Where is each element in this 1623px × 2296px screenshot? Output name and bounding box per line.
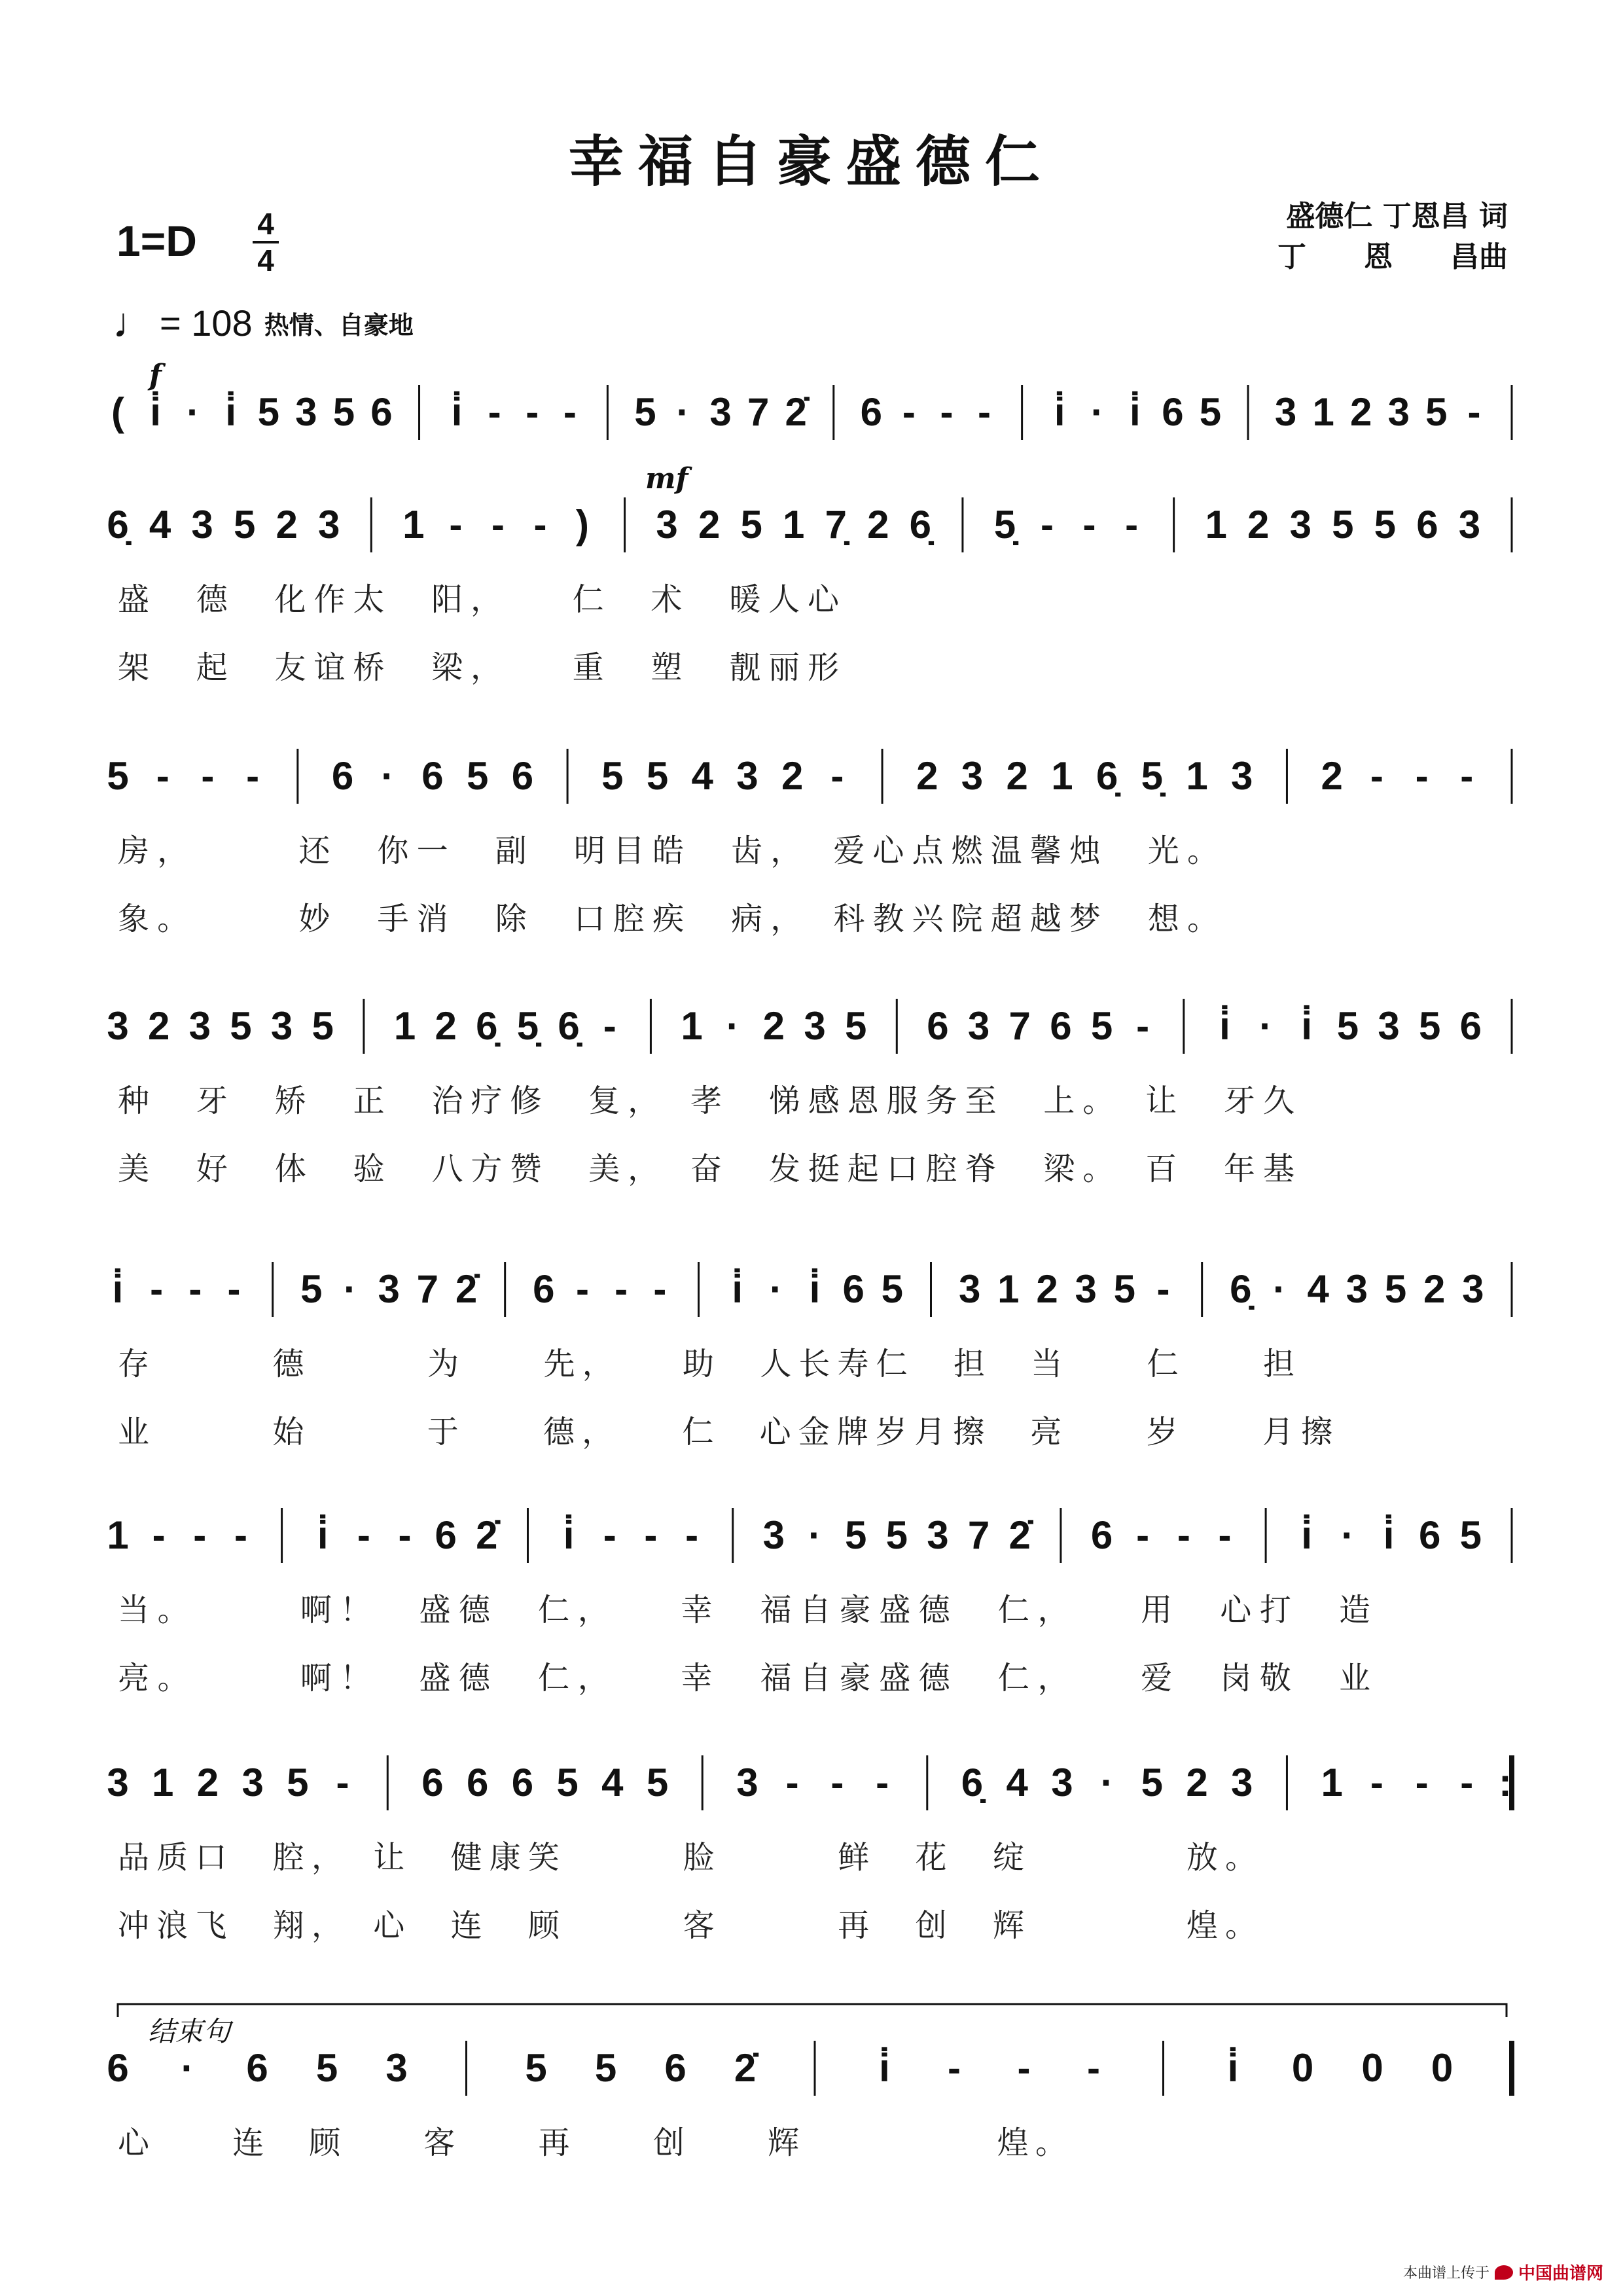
score-note: ·	[381, 754, 395, 798]
score-note: 6	[664, 2046, 687, 2090]
score-note: -	[533, 503, 547, 547]
score-note: 3	[736, 1761, 758, 1804]
score-note: -	[1415, 1761, 1429, 1804]
score-note: 2	[762, 1004, 785, 1048]
score-note: -	[603, 1004, 616, 1048]
score-note: 3	[270, 1004, 293, 1048]
score-note: 6̣	[558, 1004, 580, 1048]
score-note: -	[1041, 503, 1054, 547]
score-note: 2̇	[785, 390, 807, 434]
score-note: i̇	[563, 1513, 575, 1557]
score-note: 0	[1361, 2046, 1383, 2090]
score-note: -	[1460, 754, 1474, 798]
dynamic-forte: f	[149, 359, 162, 392]
score-note: 6	[331, 754, 354, 798]
score-note: 5	[315, 2046, 338, 2090]
score-note: 5̣	[993, 503, 1016, 547]
score-note: i̇	[225, 390, 237, 434]
score-note: -	[653, 1267, 667, 1311]
score-note: 6̣	[961, 1761, 984, 1804]
score-note: 3	[1378, 1004, 1400, 1048]
score-note: 3	[1458, 503, 1481, 547]
score-note: ·	[808, 1513, 821, 1557]
score-note: 6̣	[1230, 1267, 1252, 1311]
score-note: 5	[1419, 1004, 1441, 1048]
score-note: 7	[747, 390, 770, 434]
score-note: 5	[257, 390, 279, 434]
score-note: 7	[416, 1267, 439, 1311]
score-note: -	[1415, 754, 1429, 798]
score-note: 1	[1312, 390, 1334, 434]
score-row	[107, 1755, 1512, 1944]
score-note: 2	[1006, 754, 1028, 798]
score-note: 2	[781, 754, 804, 798]
score-note: 3	[709, 390, 732, 434]
score-note: 1	[1321, 1761, 1343, 1804]
score-note: 5	[740, 503, 762, 547]
score-note: 6	[842, 1267, 865, 1311]
score-note: 5	[1374, 503, 1397, 547]
score-note: -	[398, 1513, 412, 1557]
score-note: 2	[196, 1761, 219, 1804]
score-note: 6	[421, 1761, 444, 1804]
score-note: 1	[152, 1761, 174, 1804]
score-note: 3	[107, 1761, 129, 1804]
score-note: 5	[466, 754, 489, 798]
score-note: -	[685, 1513, 699, 1557]
lyric-line: 美 好 体 验 八方赞 美， 奋 发挺起口腔脊 梁。 百 年基	[118, 1151, 1294, 1187]
score-note: 4	[149, 503, 171, 547]
upload-text: 本曲谱上传于	[1402, 2265, 1489, 2282]
score-note: i̇	[1054, 390, 1065, 434]
lyric-line: 亮。 啊！ 盛德 仁， 幸 福自豪盛德 仁， 爱 岗敬 业	[118, 1660, 1370, 1696]
score-note: -	[830, 754, 844, 798]
score-note: ·	[1259, 1004, 1273, 1048]
score-note: -	[234, 1513, 247, 1557]
score-row	[107, 1508, 1512, 1696]
score-note: 4	[691, 754, 713, 798]
score-note: 1	[393, 1004, 416, 1048]
score-note: -	[1177, 1513, 1190, 1557]
score-note: -	[1087, 2046, 1100, 2090]
score-note: -	[978, 390, 991, 434]
score-note: -	[785, 1761, 799, 1804]
score-note: -	[603, 1513, 616, 1557]
score-note: 6	[533, 1267, 555, 1311]
score-note: 5	[107, 754, 129, 798]
score-note: 5	[844, 1004, 867, 1048]
score-note: i̇	[1219, 1004, 1230, 1048]
score-note: i̇	[1129, 390, 1141, 434]
score-note: 3	[1231, 1761, 1253, 1804]
score-note: -	[1125, 503, 1139, 547]
score-note: 3	[1051, 1761, 1073, 1804]
score-note: ·	[769, 1267, 783, 1311]
score-note: -	[1017, 2046, 1031, 2090]
score-note: 5	[1141, 1761, 1164, 1804]
score-note: 1	[997, 1267, 1020, 1311]
score-note: -	[357, 1513, 370, 1557]
score-note: 6̣	[1096, 754, 1118, 798]
score-note: -	[188, 1267, 202, 1311]
score-note: -	[1082, 503, 1096, 547]
score-note: 6	[466, 1761, 489, 1804]
notation-rows	[107, 385, 1512, 2161]
score-row	[107, 497, 1512, 686]
score-note: 6	[107, 2046, 129, 2090]
score-note: -	[876, 1761, 889, 1804]
time-signature-top: 4	[257, 207, 274, 241]
score-note: 3	[961, 754, 984, 798]
score-note: 5	[601, 754, 624, 798]
score-note: 6̣	[107, 503, 129, 547]
score-note: 3	[241, 1761, 264, 1804]
score-note: 3	[927, 1513, 949, 1557]
score-note: 5	[1113, 1267, 1136, 1311]
score-note: -	[1370, 1761, 1383, 1804]
score-note: 2	[1247, 503, 1270, 547]
score-note: 6	[1090, 1513, 1113, 1557]
score-note: 3	[762, 1513, 785, 1557]
score-note: 3	[1274, 390, 1297, 434]
score-note: 3	[804, 1004, 826, 1048]
score-note: 2	[1036, 1267, 1058, 1311]
score-note: 7	[967, 1513, 990, 1557]
lyric-line: 业 始 于 德， 仁 心金牌岁月擦 亮 岁 月擦	[118, 1414, 1332, 1450]
score-row	[107, 749, 1512, 937]
score-note: 5̣	[516, 1004, 539, 1048]
score-note: 2	[867, 503, 889, 547]
score-note: i̇	[1383, 1513, 1395, 1557]
score-note: -	[644, 1513, 658, 1557]
composer-credit: 丁 恩 昌曲	[1277, 240, 1508, 274]
score-note: -	[150, 1267, 164, 1311]
score-note: 5	[233, 503, 256, 547]
score-note: i̇	[317, 1513, 329, 1557]
score-note: -	[830, 1761, 844, 1804]
score-note: 5	[556, 1761, 579, 1804]
score-note: 4	[601, 1761, 624, 1804]
score-note: 2	[1186, 1761, 1208, 1804]
score-note: -	[563, 390, 577, 434]
score-note: 3	[736, 754, 758, 798]
score-note: i̇	[112, 1267, 124, 1311]
score-note: 5	[1199, 390, 1222, 434]
site-logo-icon	[1495, 2265, 1513, 2280]
score-note: ·	[1100, 1761, 1114, 1804]
score-note: -	[449, 503, 463, 547]
score-note: ·	[187, 390, 200, 434]
score-note: -	[1467, 390, 1481, 434]
score-note: ·	[676, 390, 690, 434]
score-note: ·	[1341, 1513, 1355, 1557]
score-note: 2	[435, 1004, 457, 1048]
score-note: i̇	[1301, 1513, 1313, 1557]
score-note: 3	[1075, 1267, 1097, 1311]
score-note: 3	[318, 503, 340, 547]
lyric-line: 冲浪飞 翔， 心 连 顾 客 再 创 辉 煌。	[118, 1907, 1257, 1944]
site-name: 中国曲谱网	[1518, 2264, 1603, 2284]
quarter-note-icon: ♩	[113, 299, 154, 346]
score-note: 5̣	[1141, 754, 1164, 798]
score-note: 6	[1419, 1513, 1441, 1557]
lyric-line: 品质口 腔， 让 健康笑 脸 鲜 花 绽 放。	[118, 1839, 1257, 1876]
score-note: i̇	[732, 1267, 743, 1311]
score-note: -	[491, 503, 505, 547]
lyric-line: 存 德 为 先， 助 人长寿仁 担 当 仁 担	[118, 1346, 1294, 1382]
score-note: 5	[1384, 1267, 1407, 1311]
score-note: -	[152, 1513, 166, 1557]
score-note: -	[336, 1761, 349, 1804]
score-note: 1	[1205, 503, 1227, 547]
score-note: 2	[1350, 390, 1372, 434]
lyric-line: 种 牙 矫 正 治疗修 复， 孝 悌感恩服务至 上。 让 牙久	[118, 1083, 1294, 1119]
score-note: -	[201, 754, 215, 798]
score-note: 5	[881, 1267, 904, 1311]
score-note: -	[948, 2046, 961, 2090]
score-note: 5	[1459, 1513, 1482, 1557]
score-note: 5	[300, 1267, 323, 1311]
score-note: 3	[958, 1267, 981, 1311]
score-note: i̇	[451, 390, 463, 434]
score-note: 3	[295, 390, 317, 434]
score-note: 2	[147, 1004, 170, 1048]
score-note: -	[940, 390, 954, 434]
score-note: 2̇	[455, 1267, 478, 1311]
score-note: )	[576, 503, 589, 547]
time-signature-bottom: 4	[257, 243, 274, 278]
score-note: 3	[1387, 390, 1410, 434]
lyric-line: 心 连 顾 客 再 创 辉 煌。	[118, 2125, 1067, 2161]
score-note: 4	[1006, 1761, 1028, 1804]
score-row	[107, 999, 1512, 1187]
score-note: (	[111, 390, 124, 434]
score-note: 3	[378, 1267, 400, 1311]
score-note: -	[488, 390, 501, 434]
score-note: 3	[191, 503, 213, 547]
score-note: -	[902, 390, 916, 434]
score-note: 6	[1050, 1004, 1072, 1048]
score-note: 3	[967, 1004, 990, 1048]
score-row	[113, 1262, 1512, 1450]
score-note: i̇	[1301, 1004, 1313, 1048]
score-note: 3	[107, 1004, 129, 1048]
score-note: 5	[230, 1004, 252, 1048]
score-note: 2	[1321, 754, 1343, 798]
lyric-line: 房， 还 你一 副 明目皓 齿， 爱心点燃温馨烛 光。	[118, 833, 1219, 869]
score-note: 6	[511, 754, 534, 798]
score-note: ·	[1273, 1267, 1286, 1311]
score-note: 3	[385, 2046, 408, 2090]
score-note: 3	[1346, 1267, 1368, 1311]
score-note: 3	[1289, 503, 1311, 547]
score-note: ·	[181, 2046, 194, 2090]
score-note: ·	[344, 1267, 357, 1311]
score-note: i̇	[150, 390, 161, 434]
score-note: 3	[1462, 1267, 1484, 1311]
score-note: 6	[246, 2046, 268, 2090]
score-note: 6	[370, 390, 393, 434]
score-note: 5	[1336, 1004, 1359, 1048]
score-note: 2	[698, 503, 721, 547]
score-note: 6	[1459, 1004, 1482, 1048]
footer	[1403, 2260, 1603, 2284]
score-note: 6	[927, 1004, 949, 1048]
score-note: 2	[916, 754, 938, 798]
score-note: 5	[1332, 503, 1354, 547]
score-note: -	[576, 1267, 589, 1311]
score-note: ·	[726, 1004, 740, 1048]
score-note: 5	[634, 390, 656, 434]
lyric-line: 象。 妙 手消 除 口腔疾 病， 科教兴院超越梦 想。	[118, 901, 1219, 937]
score-note: 5	[885, 1513, 908, 1557]
score-note: -	[1136, 1513, 1150, 1557]
score-note: 3	[188, 1004, 211, 1048]
score-note: 5	[332, 390, 355, 434]
score-note: 1	[783, 503, 805, 547]
score-note: 6	[421, 754, 444, 798]
score-note: 1	[681, 1004, 703, 1048]
score-note: i̇	[879, 2046, 890, 2090]
score-note: -	[193, 1513, 207, 1557]
score-note: i̇	[1227, 2046, 1239, 2090]
score-note: 5	[594, 2046, 617, 2090]
score-note: 6	[435, 1513, 457, 1557]
score-note: 6	[1162, 390, 1184, 434]
score-note: -	[227, 1267, 241, 1311]
score-note: 1	[402, 503, 425, 547]
score-note: -	[1460, 1761, 1474, 1804]
score-note: -	[246, 754, 260, 798]
score-note: 5	[287, 1761, 309, 1804]
song-title: 幸福自豪盛德仁	[568, 129, 1054, 194]
score-note: 1	[1186, 754, 1208, 798]
score-note: 2̇	[1008, 1513, 1031, 1557]
score-note: 5	[646, 754, 669, 798]
score-note: -	[156, 754, 169, 798]
score-note: 1	[107, 1513, 129, 1557]
coda-bracket	[118, 2004, 1507, 2047]
score-note: 3	[656, 503, 678, 547]
score-note: -	[526, 390, 539, 434]
score-note: 7	[1008, 1004, 1031, 1048]
score-note: 2̇	[476, 1513, 498, 1557]
lyric-line: 当。 啊！ 盛德 仁， 幸 福自豪盛德 仁， 用 心打 造	[118, 1592, 1370, 1628]
score-note: -	[1136, 1004, 1150, 1048]
score-note: -	[1218, 1513, 1232, 1557]
score-note: 2	[276, 503, 298, 547]
tempo-expression: 热情、自豪地	[264, 310, 414, 340]
score-note: 0	[1431, 2046, 1454, 2090]
coda-label: 结束句	[148, 2015, 231, 2047]
score-note: 6̣	[909, 503, 932, 547]
score-note: ·	[1090, 390, 1104, 434]
score-note: 1	[1051, 754, 1073, 798]
lyricist-credit: 盛德仁 丁恩昌 词	[1286, 200, 1508, 233]
score-note: -	[615, 1267, 628, 1311]
score-note: 6̣	[476, 1004, 498, 1048]
score-note: 4	[1307, 1267, 1329, 1311]
score-note: 5	[1090, 1004, 1113, 1048]
score-row	[107, 2041, 1512, 2161]
score-note: 5	[525, 2046, 547, 2090]
score-note: 5	[1425, 390, 1448, 434]
score-note: 6	[1416, 503, 1438, 547]
tempo-bpm: = 108	[160, 302, 253, 344]
score-note: 5	[844, 1513, 867, 1557]
score-note: 2	[1423, 1267, 1446, 1311]
score-note: 0	[1291, 2046, 1314, 2090]
dynamic-mezzo-forte: mf	[645, 462, 688, 495]
score-note: 5	[312, 1004, 334, 1048]
score-note: 6	[860, 390, 883, 434]
score-note: 5	[646, 1761, 669, 1804]
key-signature: 1=D	[116, 217, 197, 265]
score-row	[111, 385, 1512, 440]
lyric-line: 架 起 友谊桥 梁， 重 塑 靓丽形	[118, 649, 839, 686]
repeat-sign: :	[1499, 1761, 1512, 1804]
score-note: 6	[511, 1761, 534, 1804]
score-note: 2̇	[734, 2046, 757, 2090]
score-note: -	[1370, 754, 1383, 798]
score-note: -	[1156, 1267, 1170, 1311]
score-note: i̇	[809, 1267, 821, 1311]
score-note: 3	[1231, 754, 1253, 798]
lyric-line: 盛 德 化作太 阳， 仁 术 暖人心	[118, 581, 839, 618]
score-note: 7̣	[825, 503, 847, 547]
